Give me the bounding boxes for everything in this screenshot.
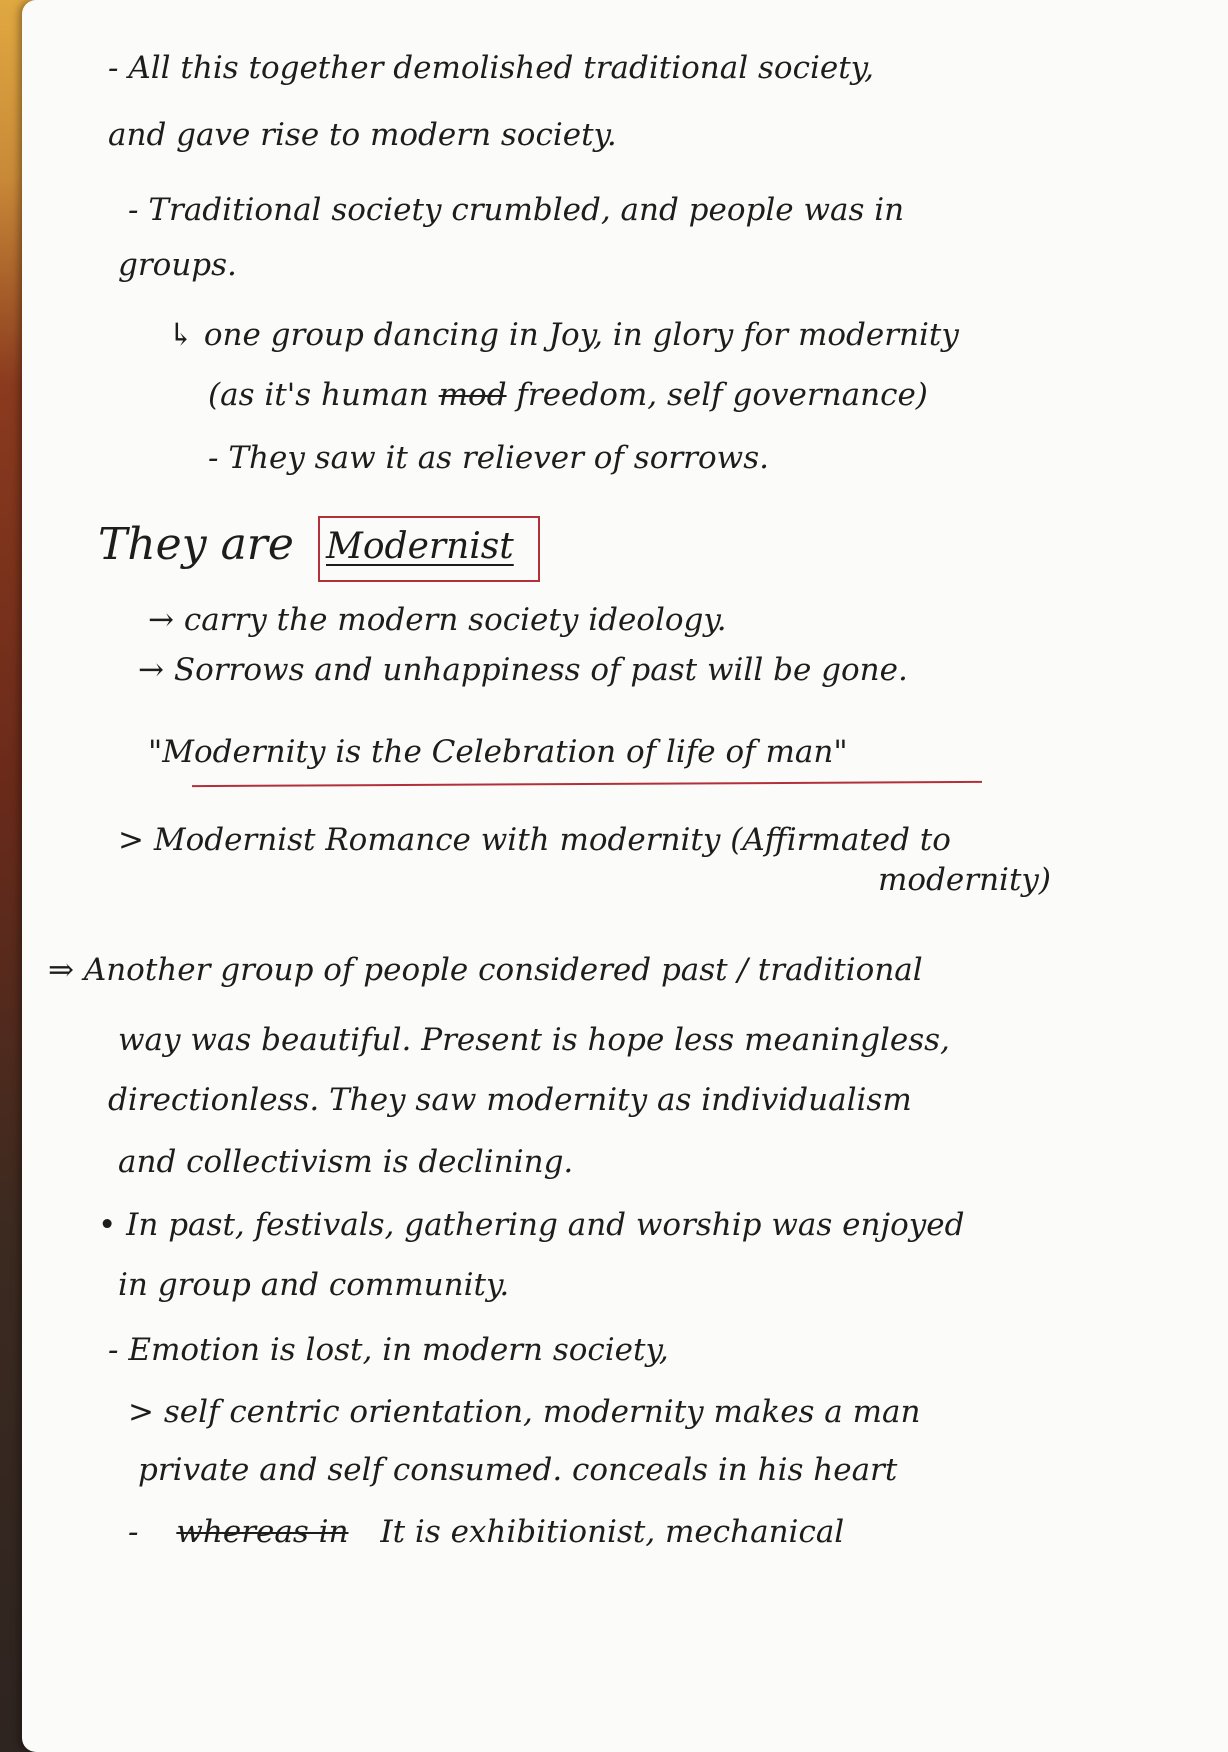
note-line-6-start: (as it's human	[208, 377, 429, 413]
modernist-label: Modernist	[326, 526, 514, 567]
note-line-6	[208, 375, 928, 415]
note-line-21: > self centric orientation, modernity makes a man	[128, 1394, 921, 1430]
note-line-22: private and self consumed. conceals in his heart	[138, 1452, 898, 1488]
note-line-23-end: It is exhibitionist, mechanical	[380, 1514, 845, 1550]
note-line-14: ⇒ Another group of people considered past / traditional	[48, 952, 923, 988]
note-line-18: • In past, festivals, gathering and worship was enjoyed	[98, 1207, 965, 1243]
note-line-3: - Traditional society crumbled, and people was in	[128, 192, 905, 228]
note-line-19: in group and community.	[118, 1267, 510, 1303]
note-line-23	[128, 1512, 844, 1552]
note-line-6-end: freedom, self governance)	[516, 377, 928, 413]
note-line-13: modernity)	[878, 862, 1052, 898]
note-line-20: - Emotion is lost, in modern society,	[108, 1332, 669, 1368]
heading-they-are: They are	[98, 519, 294, 570]
note-line-1: - All this together demolished traditional society,	[108, 50, 874, 86]
note-line-7: - They saw it as reliever of sorrows.	[208, 440, 769, 476]
note-line-5: ↳ one group dancing in Joy, in glory for modernity	[168, 317, 959, 353]
note-line-15: way was beautiful. Present is hope less meaningless,	[118, 1022, 950, 1058]
note-line-10: → Sorrows and unhappiness of past will be gone.	[138, 652, 908, 688]
note-line-4: groups.	[118, 247, 237, 283]
note-line-16: directionless. They saw modernity as individualism	[108, 1082, 912, 1118]
note-line-12: > Modernist Romance with modernity (Affirmated to	[118, 822, 951, 858]
quote-line: "Modernity is the Celebration of life of man"	[148, 734, 848, 770]
note-line-17: and collectivism is declining.	[118, 1144, 574, 1180]
note-line-23-dash: -	[128, 1514, 139, 1550]
struck-word: mod	[438, 377, 507, 413]
note-line-2: and gave rise to modern society.	[108, 117, 617, 153]
struck-phrase: whereas in	[176, 1514, 349, 1550]
note-line-9: → carry the modern society ideology.	[148, 602, 727, 638]
